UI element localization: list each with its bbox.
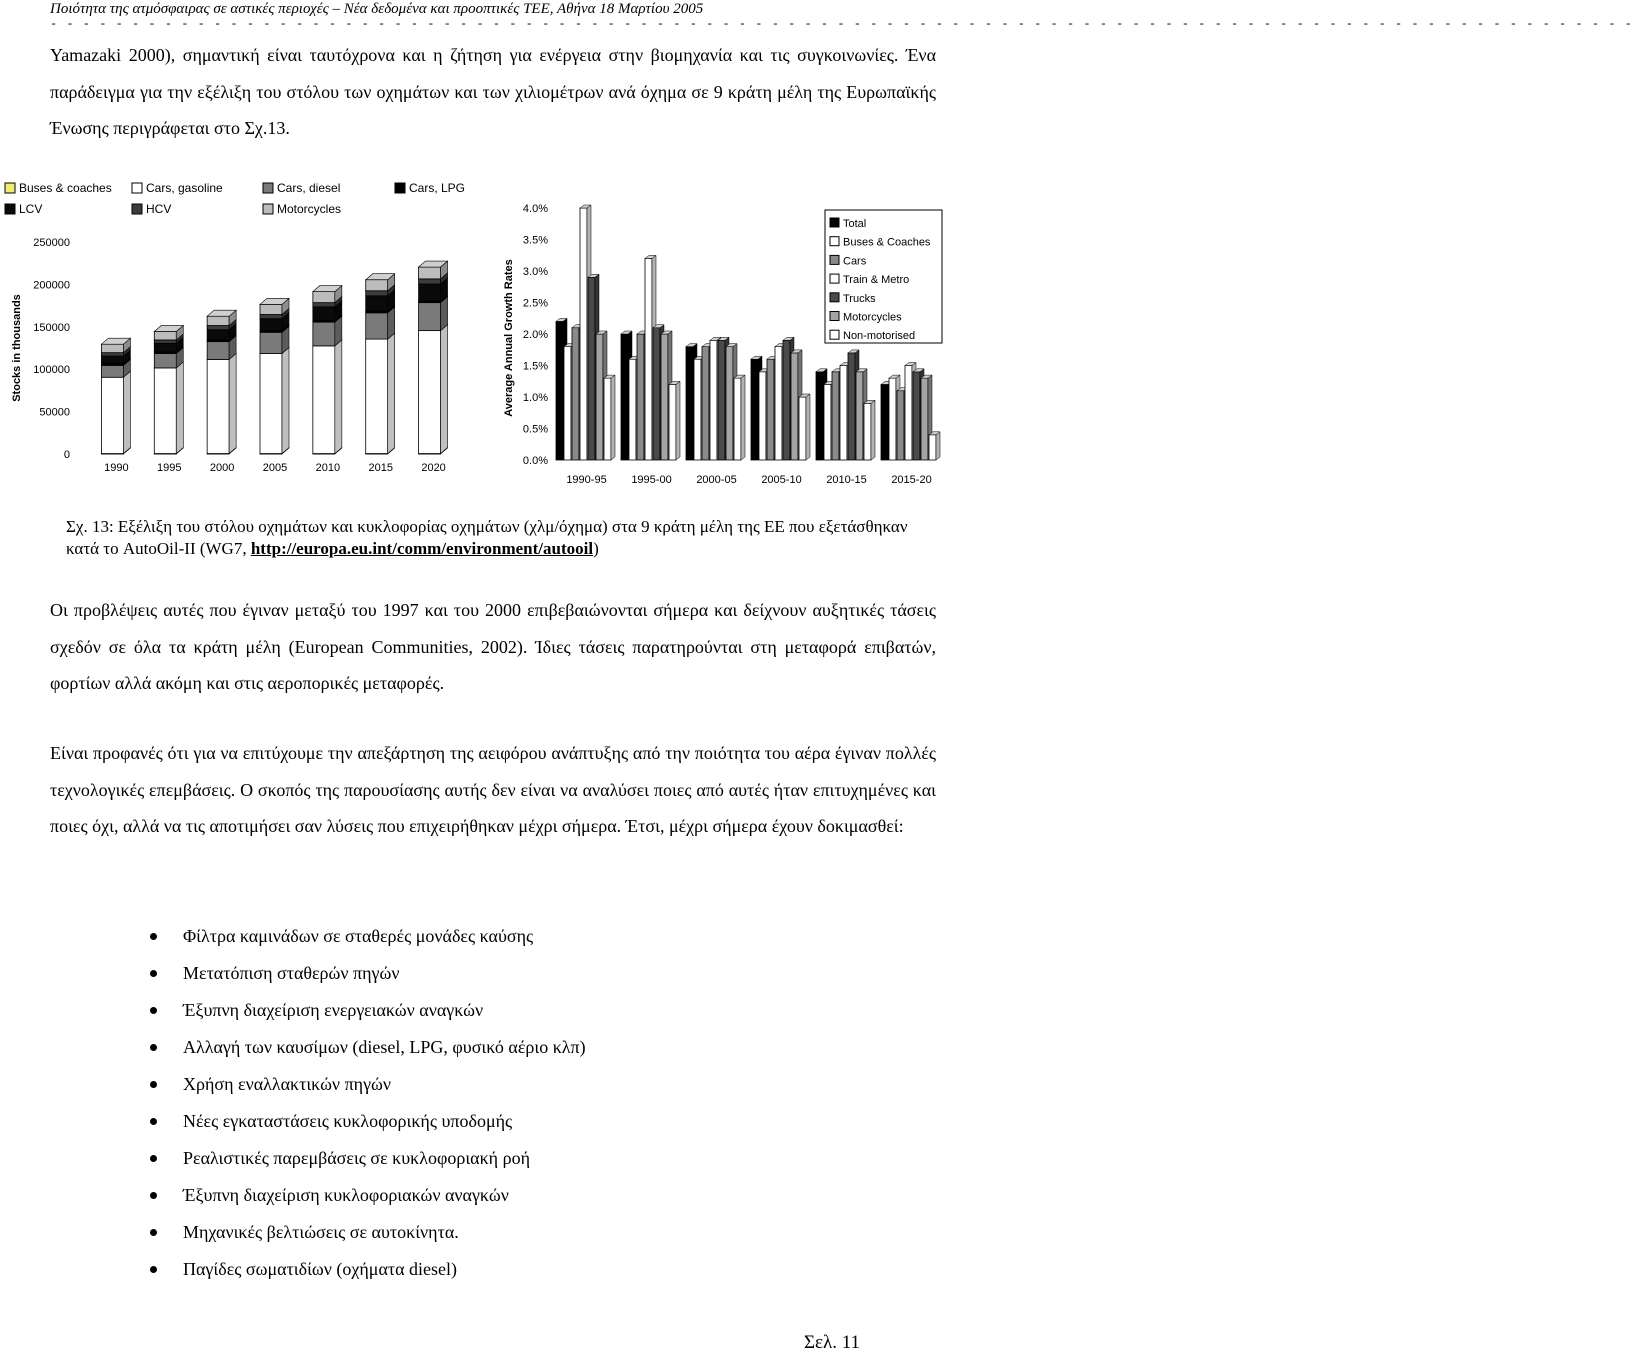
- bar-segment: [101, 365, 123, 377]
- bullet-icon: [150, 1081, 157, 1088]
- bar-segment: [154, 343, 176, 351]
- bullet-icon: [150, 1007, 157, 1014]
- paragraph-forecasts: Οι προβλέψεις αυτές που έγιναν μεταξύ του 1997 και του 2000 επιβεβαιώνονται σήμερα και δείχνουν αυξητικές τάσεις σχεδόν σε όλα τα κράτη μέλη (European Communities, 2002). Ίδιες τάσεις παρατηρούνται στη μεταφορά επιβατών, φορτίων αλλά ακόμη και στις αεροπορικές μεταφορές.: [50, 600, 936, 693]
- legend-swatch: [830, 255, 839, 264]
- list-item: [150, 918, 586, 955]
- y-tick-label: 3.5%: [522, 234, 548, 247]
- legend-swatch: [830, 274, 839, 283]
- y-tick-label: 0.5%: [522, 423, 548, 436]
- x-tick-label: 2020: [421, 462, 446, 474]
- list-item-text: Έξυπνη διαχείριση ενεργειακών αναγκών: [183, 1000, 484, 1020]
- legend-swatch: [830, 237, 839, 246]
- measures-list: [150, 918, 586, 1288]
- legend-label: Motorcycles: [843, 311, 902, 324]
- bar-segment: [419, 303, 441, 331]
- bar: [637, 334, 644, 460]
- bar: [645, 258, 652, 460]
- bar-segment: [260, 304, 282, 314]
- growth-rate-chart: [490, 170, 950, 495]
- bar: [864, 403, 871, 460]
- bar: [710, 340, 717, 460]
- bar-segment: [313, 346, 335, 454]
- bar: [881, 384, 888, 460]
- bar-segment: [154, 331, 176, 339]
- figure-caption: [66, 516, 936, 560]
- list-item: [150, 1140, 586, 1177]
- bar-segment: [154, 368, 176, 454]
- bar-segment: [207, 359, 229, 453]
- bar-segment: [101, 377, 123, 453]
- legend-swatch: [830, 218, 839, 227]
- list-item-text: Χρήση εναλλακτικών πηγών: [183, 1074, 392, 1094]
- bar: [621, 334, 628, 460]
- bar-side: [611, 375, 615, 460]
- bar-segment: [207, 316, 229, 325]
- bar: [767, 359, 774, 460]
- list-item: [150, 1029, 586, 1066]
- legend-label: Non-motorised: [843, 330, 916, 343]
- bar-segment: [313, 307, 335, 321]
- bar: [726, 347, 733, 460]
- intro-paragraph: Yamazaki 2000), σημαντική είναι ταυτόχρονα και η ζήτηση για ενέργεια στην βιομηχανία και τις συγκοινωνίες. Ένα παράδειγμα για την εξέλιξη του στόλου των οχημάτων και των χιλιομέτρων ανά όχημα σε 9 κράτη μέλη της Ευρωπαϊκής Ένωσης περιγράφεται στο Σχ.13.: [50, 45, 936, 138]
- bar-segment: [313, 322, 335, 346]
- bar-side: [741, 375, 745, 460]
- growth-rate-chart-svg: [490, 170, 950, 495]
- bar: [629, 359, 636, 460]
- list-item-text: Αλλαγή των καυσίμων (diesel, LPG, φυσικό αέριο κλπ): [183, 1037, 586, 1057]
- bar: [791, 353, 798, 460]
- list-item: [150, 1177, 586, 1214]
- legend-swatch: [830, 330, 839, 339]
- list-item: [150, 1103, 586, 1140]
- bar: [921, 378, 928, 460]
- list-item-text: Ρεαλιστικές παρεμβάσεις σε κυκλοφοριακή ροή: [183, 1148, 530, 1168]
- y-tick-label: 250000: [33, 237, 70, 249]
- x-tick-label: 2005: [262, 462, 288, 474]
- bar-segment-side: [123, 371, 130, 453]
- bar-segment-side: [229, 353, 236, 453]
- bar-segment: [260, 319, 282, 331]
- bar: [775, 347, 782, 460]
- list-item: [150, 1066, 586, 1103]
- bullet-icon: [150, 1266, 157, 1273]
- list-item: [150, 1214, 586, 1251]
- bar-segment: [154, 354, 176, 368]
- bar: [751, 359, 758, 460]
- bar: [604, 378, 611, 460]
- bar: [718, 340, 725, 460]
- bar-segment: [101, 356, 123, 364]
- bullet-icon: [150, 1044, 157, 1051]
- legend-label: LCV: [19, 202, 43, 216]
- bar: [669, 384, 676, 460]
- list-item-text: Έξυπνη διαχείριση κυκλοφοριακών αναγκών: [183, 1185, 509, 1205]
- bar: [653, 328, 660, 460]
- x-tick-label: 1990: [104, 462, 129, 474]
- y-tick-label: 100000: [33, 364, 70, 377]
- bar: [824, 384, 831, 460]
- bullet-icon: [150, 1155, 157, 1162]
- bar-side: [676, 381, 680, 460]
- bullet-icon: [150, 1229, 157, 1236]
- bar-segment: [101, 353, 123, 356]
- list-item: [150, 1251, 586, 1288]
- bar: [889, 378, 896, 460]
- bar-segment: [260, 332, 282, 353]
- legend-label: Buses & coaches: [19, 181, 112, 195]
- y-tick-label: 4.0%: [522, 203, 548, 215]
- list-item-text: Φίλτρα καμινάδων σε σταθερές μονάδες καύσης: [183, 926, 534, 946]
- legend-swatch: [132, 204, 142, 214]
- legend-swatch: [830, 293, 839, 302]
- bar: [686, 347, 693, 460]
- bar-segment: [101, 344, 123, 352]
- bar-segment: [313, 292, 335, 303]
- bar-segment: [366, 339, 388, 453]
- x-tick-label: 2000-05: [696, 474, 737, 486]
- y-tick-label: 200000: [33, 279, 70, 292]
- bar: [694, 359, 701, 460]
- legend-label: Cars, diesel: [277, 181, 341, 195]
- bar-segment: [419, 267, 441, 279]
- y-tick-label: 1.5%: [522, 360, 548, 373]
- bar: [564, 347, 571, 460]
- fleet-stock-chart: [0, 170, 485, 480]
- bar-segment: [366, 296, 388, 311]
- y-axis-label: Stocks in thousands: [11, 294, 23, 402]
- bar-segment: [260, 315, 282, 319]
- bar-side: [936, 432, 940, 460]
- bar-segment: [419, 284, 441, 301]
- header-dashes: - - - - - - - - - - - - - - - - - - - - - - - - - - - - - - - - - - - - - - - - - - - - - - - - - - - - - - - - - - - - - - - - - - - - - - - - - - - - - - - - - - - - - - - - - - - - - - - - -: [50, 17, 1633, 31]
- y-tick-label: 2.5%: [522, 297, 548, 310]
- bar-segment: [207, 342, 229, 360]
- legend-swatch: [132, 183, 142, 193]
- bar: [702, 347, 709, 460]
- bar-segment: [419, 279, 441, 284]
- bar: [905, 366, 912, 461]
- list-item: [150, 955, 586, 992]
- bar-segment-side: [388, 333, 395, 453]
- legend-label: HCV: [146, 202, 172, 216]
- list-item: [150, 992, 586, 1029]
- page-number: Σελ. 11: [803, 1332, 860, 1353]
- bar-segment-side: [176, 362, 183, 454]
- y-tick-label: 0: [63, 449, 70, 461]
- y-tick-label: 3.0%: [522, 266, 548, 278]
- caption-end: ): [593, 539, 599, 558]
- legend-label: Motorcycles: [277, 202, 342, 216]
- bar: [897, 391, 904, 460]
- y-tick-label: 50000: [39, 406, 70, 419]
- bar: [832, 372, 839, 460]
- bar-side: [871, 400, 875, 460]
- legend-swatch: [395, 183, 405, 193]
- autooil-link[interactable]: http://europa.eu.int/comm/environment/autooil: [250, 539, 594, 558]
- bar-segment-side: [282, 348, 289, 454]
- y-tick-label: 0.0%: [522, 455, 548, 467]
- y-axis-label: Average Annual Growth Rates: [503, 259, 515, 417]
- bar: [816, 372, 823, 460]
- x-tick-label: 2010-15: [826, 474, 867, 486]
- bar: [929, 435, 936, 460]
- x-tick-label: 2015-20: [891, 474, 932, 486]
- bar: [580, 208, 587, 460]
- list-item-text: Παγίδες σωματιδίων (οχήματα diesel): [183, 1259, 458, 1279]
- bar: [856, 372, 863, 460]
- legend-swatch: [830, 312, 839, 321]
- legend-swatch: [5, 183, 15, 193]
- legend-label: Total: [843, 218, 867, 230]
- y-tick-label: 2.0%: [522, 329, 548, 341]
- bar-segment-side: [441, 325, 448, 454]
- legend-label: Cars, gasoline: [146, 181, 223, 195]
- legend-label: Buses & Coaches: [843, 236, 931, 249]
- bar-segment: [207, 326, 229, 330]
- bar: [572, 328, 579, 460]
- bar: [734, 378, 741, 460]
- bar: [588, 277, 595, 460]
- bar-segment: [419, 331, 441, 454]
- bar: [661, 334, 668, 460]
- legend-label: Trucks: [843, 292, 876, 305]
- x-tick-label: 1995-00: [631, 474, 672, 486]
- bar-segment: [313, 303, 335, 307]
- bar-segment: [366, 313, 388, 339]
- bar-side: [806, 394, 810, 460]
- x-tick-label: 1995: [157, 462, 182, 474]
- bar: [913, 372, 920, 460]
- x-tick-label: 2015: [368, 462, 393, 474]
- bar: [596, 334, 603, 460]
- list-item-text: Μηχανικές βελτιώσεις σε αυτοκίνητα.: [183, 1222, 459, 1242]
- legend-swatch: [263, 183, 273, 193]
- bar: [840, 366, 847, 461]
- bar-segment: [366, 280, 388, 291]
- x-tick-label: 1990-95: [566, 474, 607, 486]
- caption-text: Σχ. 13: Εξέλιξη του στόλου οχημάτων και κυκλοφορίας οχημάτων (χλμ/όχημα) στα 9 κράτη μέλη της ΕΕ που εξετάσθηκαν κατά το AutoOil-II (WG7,: [66, 517, 908, 558]
- x-tick-label: 2010: [315, 462, 341, 474]
- legend-swatch: [5, 204, 15, 214]
- list-item-text: Νέες εγκαταστάσεις κυκλοφορικής υποδομής: [183, 1111, 513, 1131]
- y-tick-label: 1.0%: [522, 392, 548, 404]
- bullet-icon: [150, 933, 157, 940]
- bar: [556, 321, 563, 460]
- bullet-icon: [150, 1118, 157, 1125]
- bar: [783, 340, 790, 460]
- legend-label: Train & Metro: [843, 274, 910, 287]
- bar: [848, 353, 855, 460]
- y-tick-label: 150000: [33, 321, 70, 334]
- legend-swatch: [263, 204, 273, 214]
- bar-segment: [260, 354, 282, 454]
- legend-label: Cars, LPG: [409, 181, 466, 195]
- bar-segment: [154, 340, 176, 343]
- bar: [799, 397, 806, 460]
- bullet-icon: [150, 970, 157, 977]
- list-item-text: Μετατόπιση σταθερών πηγών: [183, 963, 400, 983]
- bar-segment: [366, 291, 388, 296]
- bar-segment: [207, 330, 229, 340]
- bar: [759, 372, 766, 460]
- paragraph-interventions: Είναι προφανές ότι για να επιτύχουμε την απεξάρτηση της αειφόρου ανάπτυξης από την ποιότητα του αέρα έγιναν πολλές τεχνολογικές επεμβάσεις. Ο σκοπός της παρουσίασης αυτής δεν είναι να αναλύσει ποιες από αυτές ήταν επιτυχημένες και ποιες όχι, αλλά να τις αποτιμήσει σαν λύσεις που επιχειρήθηκαν μέχρι σήμερα. Έτσι, μέχρι σήμερα έχουν δοκιμασθεί:: [50, 743, 936, 836]
- bullet-icon: [150, 1192, 157, 1199]
- x-tick-label: 2005-10: [761, 474, 802, 486]
- legend-label: Cars: [843, 255, 867, 268]
- fleet-stock-chart-svg: [0, 170, 485, 480]
- bar-segment-side: [335, 340, 342, 454]
- x-tick-label: 2000: [209, 462, 235, 474]
- running-header: Ποιότητα της ατμόσφαιρας σε αστικές περιοχές – Νέα δεδομένα και προοπτικές ΤΕΕ, Αθήνα 18 Μαρτίου 2005: [50, 1, 704, 17]
